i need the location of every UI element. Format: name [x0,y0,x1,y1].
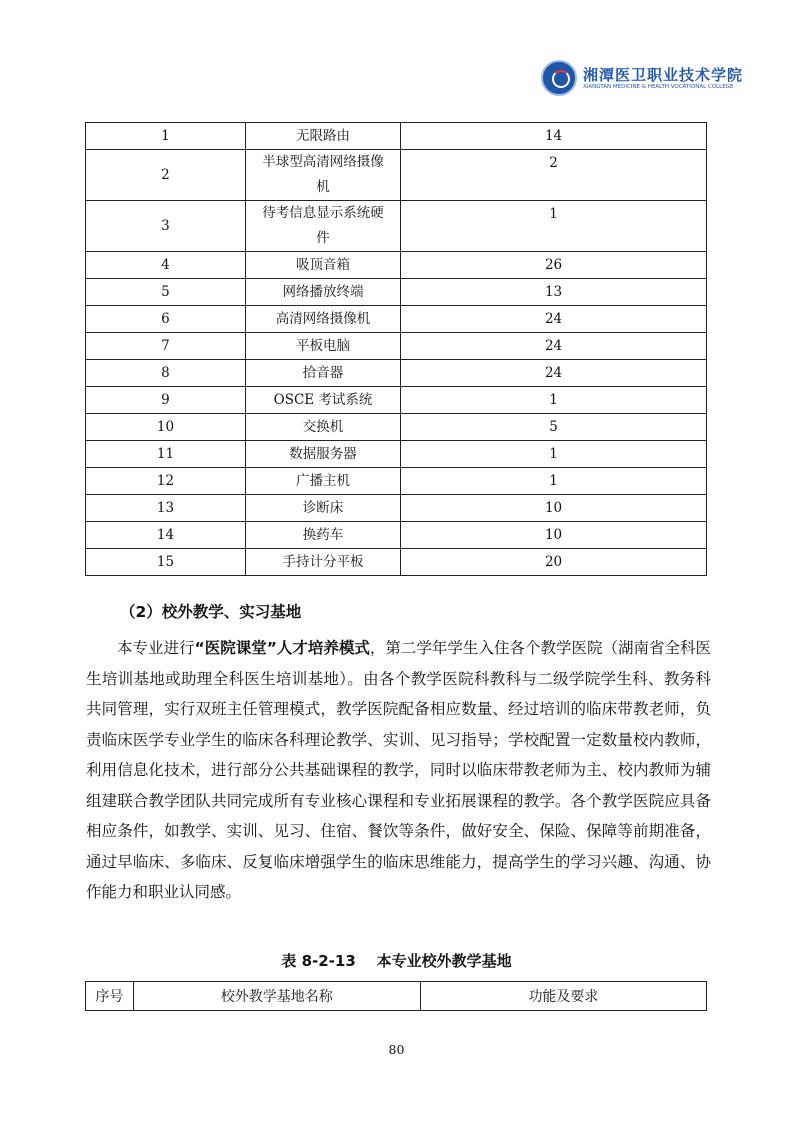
row-number: 11 [86,441,246,468]
table-row [86,495,707,522]
equipment-quantity: 20 [401,549,707,576]
table-row [86,306,707,333]
teaching-base-table [85,981,707,1011]
equipment-name-line: 件 [316,230,330,246]
equipment-name-line: 待考信息显示系统硬 [262,205,384,221]
row-number: 9 [86,387,246,414]
equipment-quantity: 2 [401,150,707,201]
equipment-quantity: 10 [401,495,707,522]
row-number: 8 [86,360,246,387]
table-row [86,441,707,468]
equipment-name: 高清网络摄像机 [245,306,400,333]
equipment-name: 平板电脑 [245,333,400,360]
equipment-name: 广播主机 [245,468,400,495]
equipment-name-line: 半球型高清网络摄像 [262,154,384,170]
equipment-quantity: 26 [401,252,707,279]
page-number: 80 [388,1042,405,1057]
equipment-quantity: 13 [401,279,707,306]
para-bold-term: “医院课堂”人才培养模式 [194,639,370,657]
equipment-name: 吸顶音箱 [245,252,400,279]
row-number: 13 [86,495,246,522]
para-text-start: 本专业进行 [117,639,195,657]
section-title: （2）校外教学、实习基地 [120,603,302,621]
equipment-quantity: 1 [401,441,707,468]
row-number: 2 [86,150,246,201]
body-paragraph [86,633,711,908]
row-number: 12 [86,468,246,495]
row-number: 15 [86,549,246,576]
row-number: 14 [86,522,246,549]
equipment-name: 无限路由 [245,123,400,150]
equipment-quantity: 1 [401,201,707,252]
row-number: 3 [86,201,246,252]
row-number: 5 [86,279,246,306]
row-number: 4 [86,252,246,279]
equipment-name: 数据服务器 [245,441,400,468]
equipment-name: 手持计分平板 [245,549,400,576]
equipment-quantity: 24 [401,306,707,333]
table-row [86,360,707,387]
equipment-name: 换药车 [245,522,400,549]
equipment-name: 网络播放终端 [245,279,400,306]
header-function: 功能及要求 [420,982,706,1011]
row-number: 1 [86,123,246,150]
equipment-quantity: 1 [401,387,707,414]
table-row [86,150,707,201]
equipment-name [245,150,400,201]
equipment-quantity: 10 [401,522,707,549]
table-row [86,522,707,549]
equipment-name [245,201,400,252]
school-name: 湘潭医卫职业技术学院 [583,66,744,84]
equipment-name: OSCE 考试系统 [245,387,400,414]
table-row [86,252,707,279]
table-row [86,333,707,360]
row-number: 6 [86,306,246,333]
table-row [86,414,707,441]
equipment-name: 诊断床 [245,495,400,522]
equipment-name: 拾音器 [245,360,400,387]
header-base-name: 校外教学基地名称 [133,982,420,1011]
table-row [86,201,707,252]
school-logo [541,58,744,100]
header-number: 序号 [86,982,134,1011]
equipment-quantity: 14 [401,123,707,150]
equipment-quantity: 24 [401,333,707,360]
row-number: 10 [86,414,246,441]
equipment-name: 交换机 [245,414,400,441]
equipment-quantity: 5 [401,414,707,441]
equipment-table [85,122,707,576]
table-row [86,468,707,495]
equipment-name-line: 机 [316,179,330,195]
school-emblem-icon [541,60,577,96]
para-text-rest: ，第二学年学生入住各个教学医院（湖南省全科医生培训基地或助理全科医生培训基地）。由各个教学医院科教科与二级学院学生科、教务科共同管理，实行双班主任管理模式，教学医院配备相应数量、经过培训的临床带教老师，负责临床医学专业学生的临床各科理论教学、实训、见习指导；学校配置一定数量校内教师，利用信息化技术，进行部分公共基础课程的教学，同时以临床带教老师为主、校内教师为辅组建联合教学团队共同完成所有专业核心课程和专业拓展课程的教学。各个教学医院应具备相应条件，如教学、实训、见习、住宿、餐饮等条件，做好安全、保险、保障等前期准备，通过早临床、多临床、反复临床增强学生的临床思维能力，提高学生的学习兴趣、沟通、协作能力和职业认同感。 [86,639,711,901]
table-row [86,387,707,414]
table-header-row [86,982,707,1011]
table-row [86,123,707,150]
school-name-en: XIANGTAN MEDICINE & HEALTH VOCATIONAL COLLEGE [583,84,734,90]
table-row [86,279,707,306]
table-row [86,549,707,576]
equipment-quantity: 1 [401,468,707,495]
row-number: 7 [86,333,246,360]
equipment-quantity: 24 [401,360,707,387]
table-caption: 表 8-2-13 本专业校外教学基地 [281,952,512,970]
